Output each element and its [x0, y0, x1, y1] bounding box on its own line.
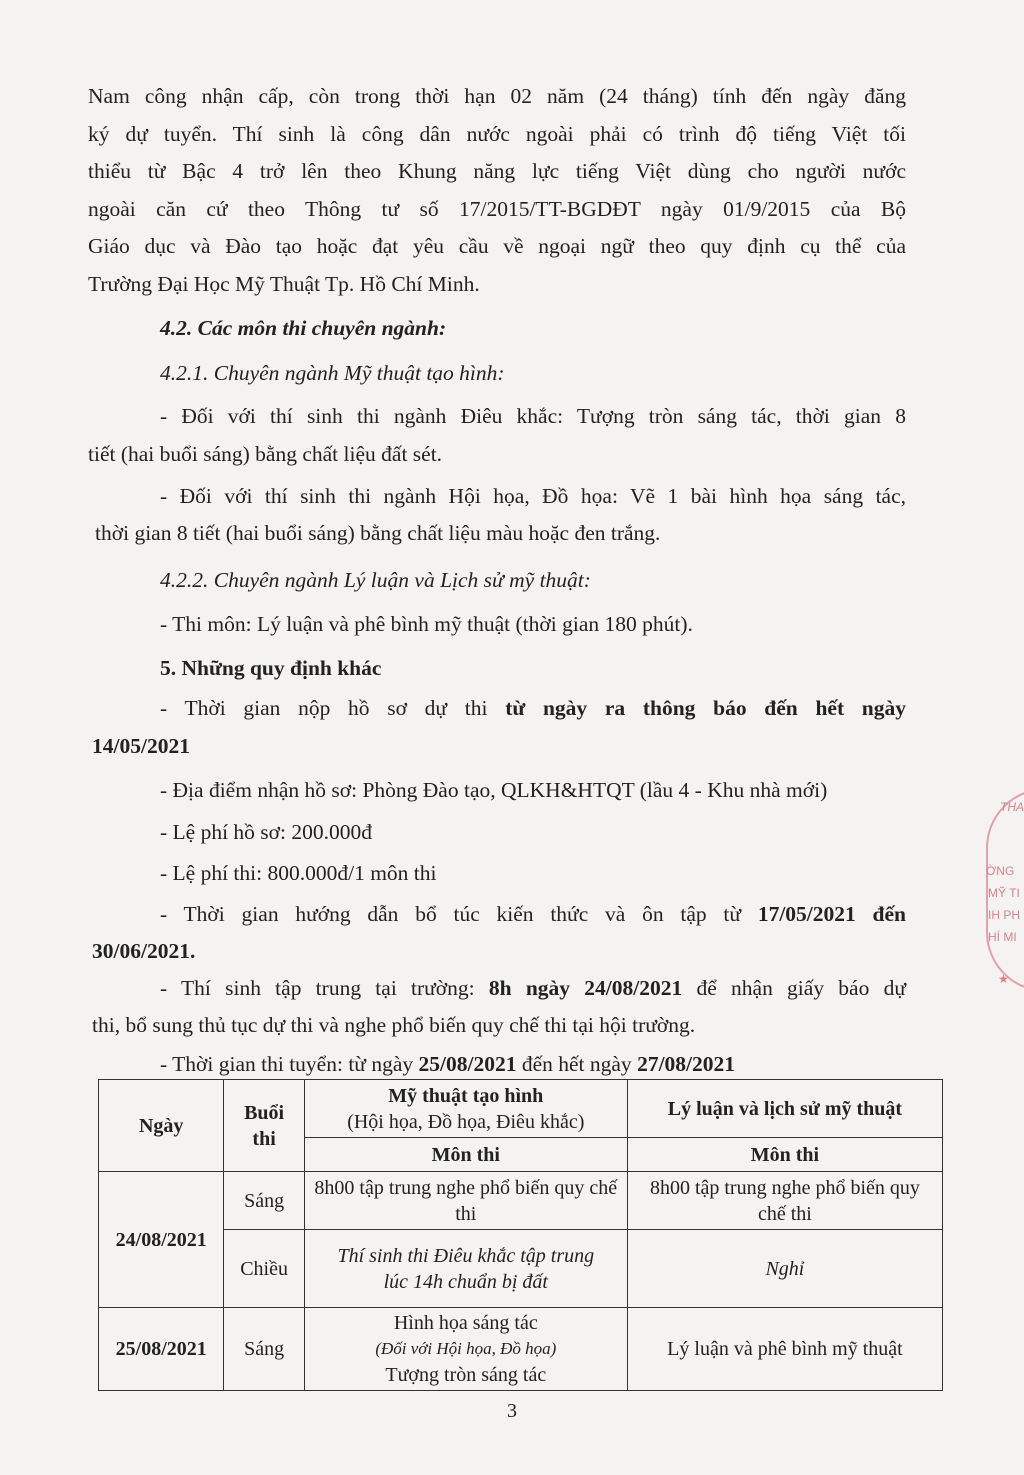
theory-item: - Thi môn: Lý luận và phê bình mỹ thuật (thời gian 180 phút). [160, 612, 693, 636]
gather-suffix: để nhận giấy báo dự [696, 976, 906, 1000]
row1-art-morning: 8h00 tập trung nghe phổ biến quy chế thi [304, 1172, 627, 1230]
header-art [304, 1080, 627, 1138]
review-from: 17/05/2021 [757, 902, 856, 926]
fee-exam-line: - Lệ phí thi: 800.000đ/1 môn thi [160, 861, 437, 885]
review-to: 30/06/2021. [92, 939, 196, 963]
table-row [99, 1230, 943, 1308]
gather-prefix: - Thí sinh tập trung tại trường: [160, 976, 475, 1000]
deadline-bold: từ ngày ra thông báo đến hết ngày [505, 696, 907, 720]
row1-art-afternoon: Thí sinh thi Điêu khắc tập trung lúc 14h chuẩn bị đất [304, 1230, 627, 1308]
review-prefix: - Thời gian hướng dẫn bổ túc kiến thức và ôn tập từ [160, 902, 742, 926]
section-4-2-heading: 4.2. Các môn thi chuyên ngành: [160, 316, 447, 340]
row2-art-line1: Hình họa sáng tác [393, 1312, 538, 1334]
deadline-date: 14/05/2021 [92, 734, 190, 758]
paragraph-line: ngoài căn cứ theo Thông tư số 17/2015/TT-BGDĐT ngày 01/9/2015 của Bộ [88, 197, 906, 221]
table-row [99, 1308, 943, 1391]
stamp-text: THA [1000, 800, 1024, 814]
gather-line [160, 970, 906, 1007]
row1-session-afternoon: Chiều [224, 1230, 304, 1308]
paragraph-line: Trường Đại Học Mỹ Thuật Tp. Hồ Chí Minh. [88, 272, 480, 296]
review-to-word: đến [872, 902, 907, 926]
row1-day: 24/08/2021 [99, 1172, 224, 1308]
painting-item-line1: - Đối với thí sinh thi ngành Hội họa, Đồ họa: Vẽ 1 bài hình họa sáng tác, [160, 484, 906, 508]
painting-item-line2: thời gian 8 tiết (hai buổi sáng) bằng chất liệu màu hoặc đen trắng. [95, 521, 661, 545]
deadline-line [160, 690, 906, 727]
header-theory: Lý luận và lịch sử mỹ thuật [627, 1080, 942, 1138]
header-art-title: Mỹ thuật tạo hình [388, 1084, 544, 1107]
stamp-text: MỸ TI [988, 886, 1020, 900]
table-header-row [99, 1080, 943, 1138]
sculpture-item-line2: tiết (hai buổi sáng) bằng chất liệu đất sét. [88, 442, 443, 466]
row2-day: 25/08/2021 [99, 1308, 224, 1391]
table-row [99, 1172, 943, 1230]
paragraph-line: Nam công nhận cấp, còn trong thời hạn 02 năm (24 tháng) tính đến ngày đăng [88, 84, 906, 108]
stamp-text: HÍ MI [988, 930, 1017, 944]
stamp-seal [976, 780, 1024, 1000]
location-line: - Địa điểm nhận hồ sơ: Phòng Đào tạo, QLKH&HTQT (lầu 4 - Khu nhà mới) [160, 778, 828, 802]
section-4-2-2-heading: 4.2.2. Chuyên ngành Lý luận và Lịch sử mỹ thuật: [160, 568, 591, 592]
exam-from: 25/08/2021 [418, 1052, 517, 1076]
subject-header-theory: Môn thi [627, 1138, 942, 1172]
row2-art-line3: Tượng tròn sáng tác [385, 1364, 547, 1386]
gather-line2: thi, bổ sung thủ tục dự thi và nghe phổ biến quy chế thi tại hội trường. [92, 1013, 696, 1037]
paragraph-line: ký dự tuyển. Thí sinh là công dân nước ngoài phải có trình độ tiếng Việt tối [88, 122, 906, 146]
header-day: Ngày [99, 1080, 224, 1172]
row2-art [304, 1308, 627, 1391]
stamp-text: ỜNG [986, 864, 1015, 878]
row2-theory: Lý luận và phê bình mỹ thuật [627, 1308, 942, 1391]
page-number: 3 [507, 1400, 517, 1422]
paragraph-line: Giáo dục và Đào tạo hoặc đạt yêu cầu về ngoại ngữ theo quy định cụ thể của [88, 234, 906, 258]
exam-schedule-table [98, 1079, 943, 1391]
header-session: Buổi thi [224, 1080, 304, 1172]
row1-session-morning: Sáng [224, 1172, 304, 1230]
row1-theory-afternoon: Nghỉ [627, 1230, 942, 1308]
row2-session: Sáng [224, 1308, 304, 1391]
header-art-sub: (Hội họa, Đồ họa, Điêu khắc) [347, 1110, 585, 1133]
deadline-prefix: - Thời gian nộp hồ sơ dự thi [160, 696, 488, 720]
row1-theory-morning: 8h00 tập trung nghe phổ biến quy chế thi [627, 1172, 942, 1230]
fee-file-line: - Lệ phí hồ sơ: 200.000đ [160, 820, 373, 844]
section-5-heading: 5. Những quy định khác [160, 656, 382, 680]
exam-prefix: - Thời gian thi tuyển: từ ngày [160, 1052, 414, 1076]
gather-bold: 8h ngày 24/08/2021 [488, 976, 683, 1000]
stamp-text: IH PH [988, 908, 1021, 922]
stamp-star-icon: ★ [998, 972, 1009, 986]
sculpture-item-line1: - Đối với thí sinh thi ngành Điêu khắc: Tượng tròn sáng tác, thời gian 8 [160, 404, 906, 428]
review-line [160, 896, 906, 933]
exam-period-line [160, 1046, 735, 1083]
paragraph-line: thiểu từ Bậc 4 trở lên theo Khung năng lực tiếng Việt dùng cho người nước [88, 159, 906, 183]
exam-mid: đến hết ngày [521, 1052, 632, 1076]
row2-art-line2: (Đối với Hội họa, Đồ họa) [375, 1339, 557, 1358]
exam-to: 27/08/2021 [637, 1052, 736, 1076]
subject-header-art: Môn thi [304, 1138, 627, 1172]
section-4-2-1-heading: 4.2.1. Chuyên ngành Mỹ thuật tạo hình: [160, 361, 505, 385]
